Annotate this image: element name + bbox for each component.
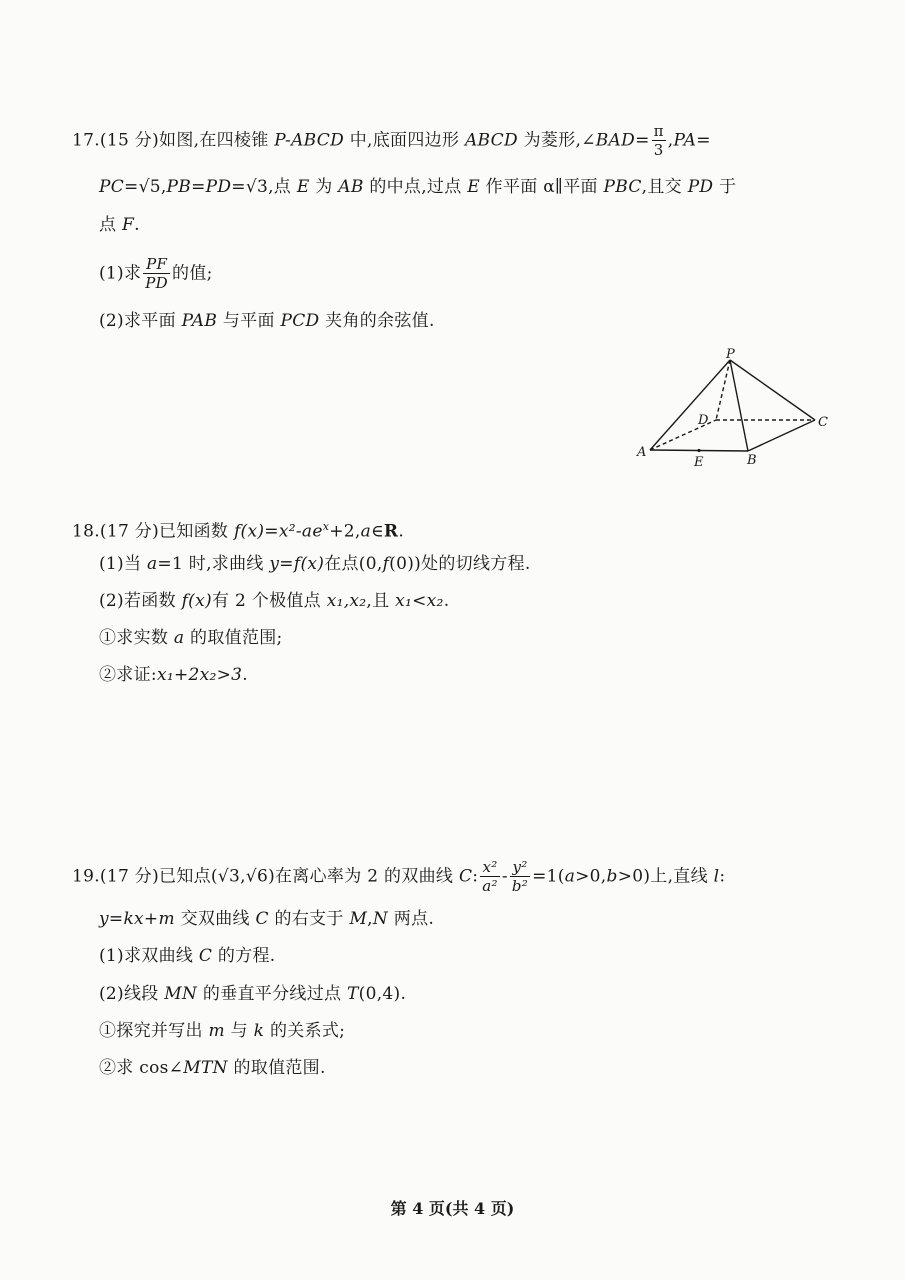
q17-line-2: PC=√5,PB=PD=√3,点 E 为 AB 的中点,过点 E 作平面 α∥平面 PBC,且交 PD 于	[99, 177, 737, 197]
math: ABCD	[464, 130, 518, 151]
q19-part-2-2: ②求 cos∠MTN 的取值范围.	[99, 1058, 326, 1078]
q17-part-2: (2)求平面 PAB 与平面 PCD 夹角的余弦值.	[99, 311, 435, 331]
q18-part-2: (2)若函数 f(x)有 2 个极值点 x₁,x₂,且 x₁<x₂.	[99, 591, 450, 611]
math: P-ABCD	[274, 130, 345, 151]
edge-pc	[730, 360, 815, 420]
q19-part-1: (1)求双曲线 C 的方程.	[99, 946, 276, 966]
page-footer: 第 4 页(共 4 页)	[390, 1199, 515, 1218]
label-b: B	[747, 453, 757, 468]
q19-line-1: 19.(17 分)已知点(√3,√6)在离心率为 2 的双曲线 C: $\frac{\text{x²}}{\text{a²}}$ - $\frac{\text{y²}}{\text{b²}}$ =1(a>0,b>0)上,直线 l:	[72, 858, 726, 895]
text: 17.(15 分)如图,在四棱锥	[72, 130, 275, 151]
q19-line-2: y=kx+m 交双曲线 C 的右支于 M,N 两点.	[99, 909, 435, 929]
label-d: D	[698, 413, 709, 428]
math: PA	[673, 130, 697, 151]
label-c: C	[818, 415, 828, 430]
q18-part-2-1: ①求实数 a 的取值范围;	[99, 628, 283, 648]
math: BAD	[595, 130, 636, 151]
text: =	[635, 130, 650, 151]
edge-pb	[730, 360, 748, 451]
text: 为菱形,∠	[517, 130, 596, 151]
edge-pa	[650, 360, 730, 450]
fraction-x2-over-a2: $\frac{\text{x²}}{\text{a²}}$	[482, 858, 498, 895]
q19-part-2: (2)线段 MN 的垂直平分线过点 T(0,4).	[99, 984, 407, 1004]
label-p: P	[726, 347, 735, 362]
q18-line-1: 18.(17 分)已知函数 $f(x)=x^2-ae^x+2,a\in R$.	[72, 520, 405, 542]
q17-line-3: 点 F.	[99, 215, 140, 235]
fraction-pf-over-pd: $\frac{PF}{PD}$	[145, 255, 169, 292]
q18-part-2-2: ②求证:x₁+2x₂>3.	[99, 665, 248, 685]
fraction-y2-over-b2: $\frac{\text{y²}}{\text{b²}}$	[511, 858, 529, 895]
text: 中,底面四边形	[344, 130, 465, 151]
pyramid-figure	[630, 340, 840, 480]
q19-part-2-1: ①探究并写出 m 与 k 的关系式;	[99, 1021, 346, 1041]
q17-line-1	[72, 124, 711, 158]
label-e: E	[694, 455, 704, 470]
fraction-pi-over-3: $\frac{\pi}{3}$	[653, 122, 664, 159]
q17-part-1: (1)求 $\frac{PF}{PD}$ 的值;	[99, 255, 213, 292]
text: =	[696, 130, 711, 151]
pyramid-diagram	[630, 340, 840, 480]
text: ,	[667, 130, 674, 151]
label-a: A	[637, 445, 647, 460]
q18-part-1: (1)当 a=1 时,求曲线 y=f(x)在点(0,f(0))处的切线方程.	[99, 554, 531, 574]
edge-bc	[748, 420, 815, 451]
edge-pd-hidden	[716, 360, 730, 420]
point-e	[697, 449, 700, 452]
